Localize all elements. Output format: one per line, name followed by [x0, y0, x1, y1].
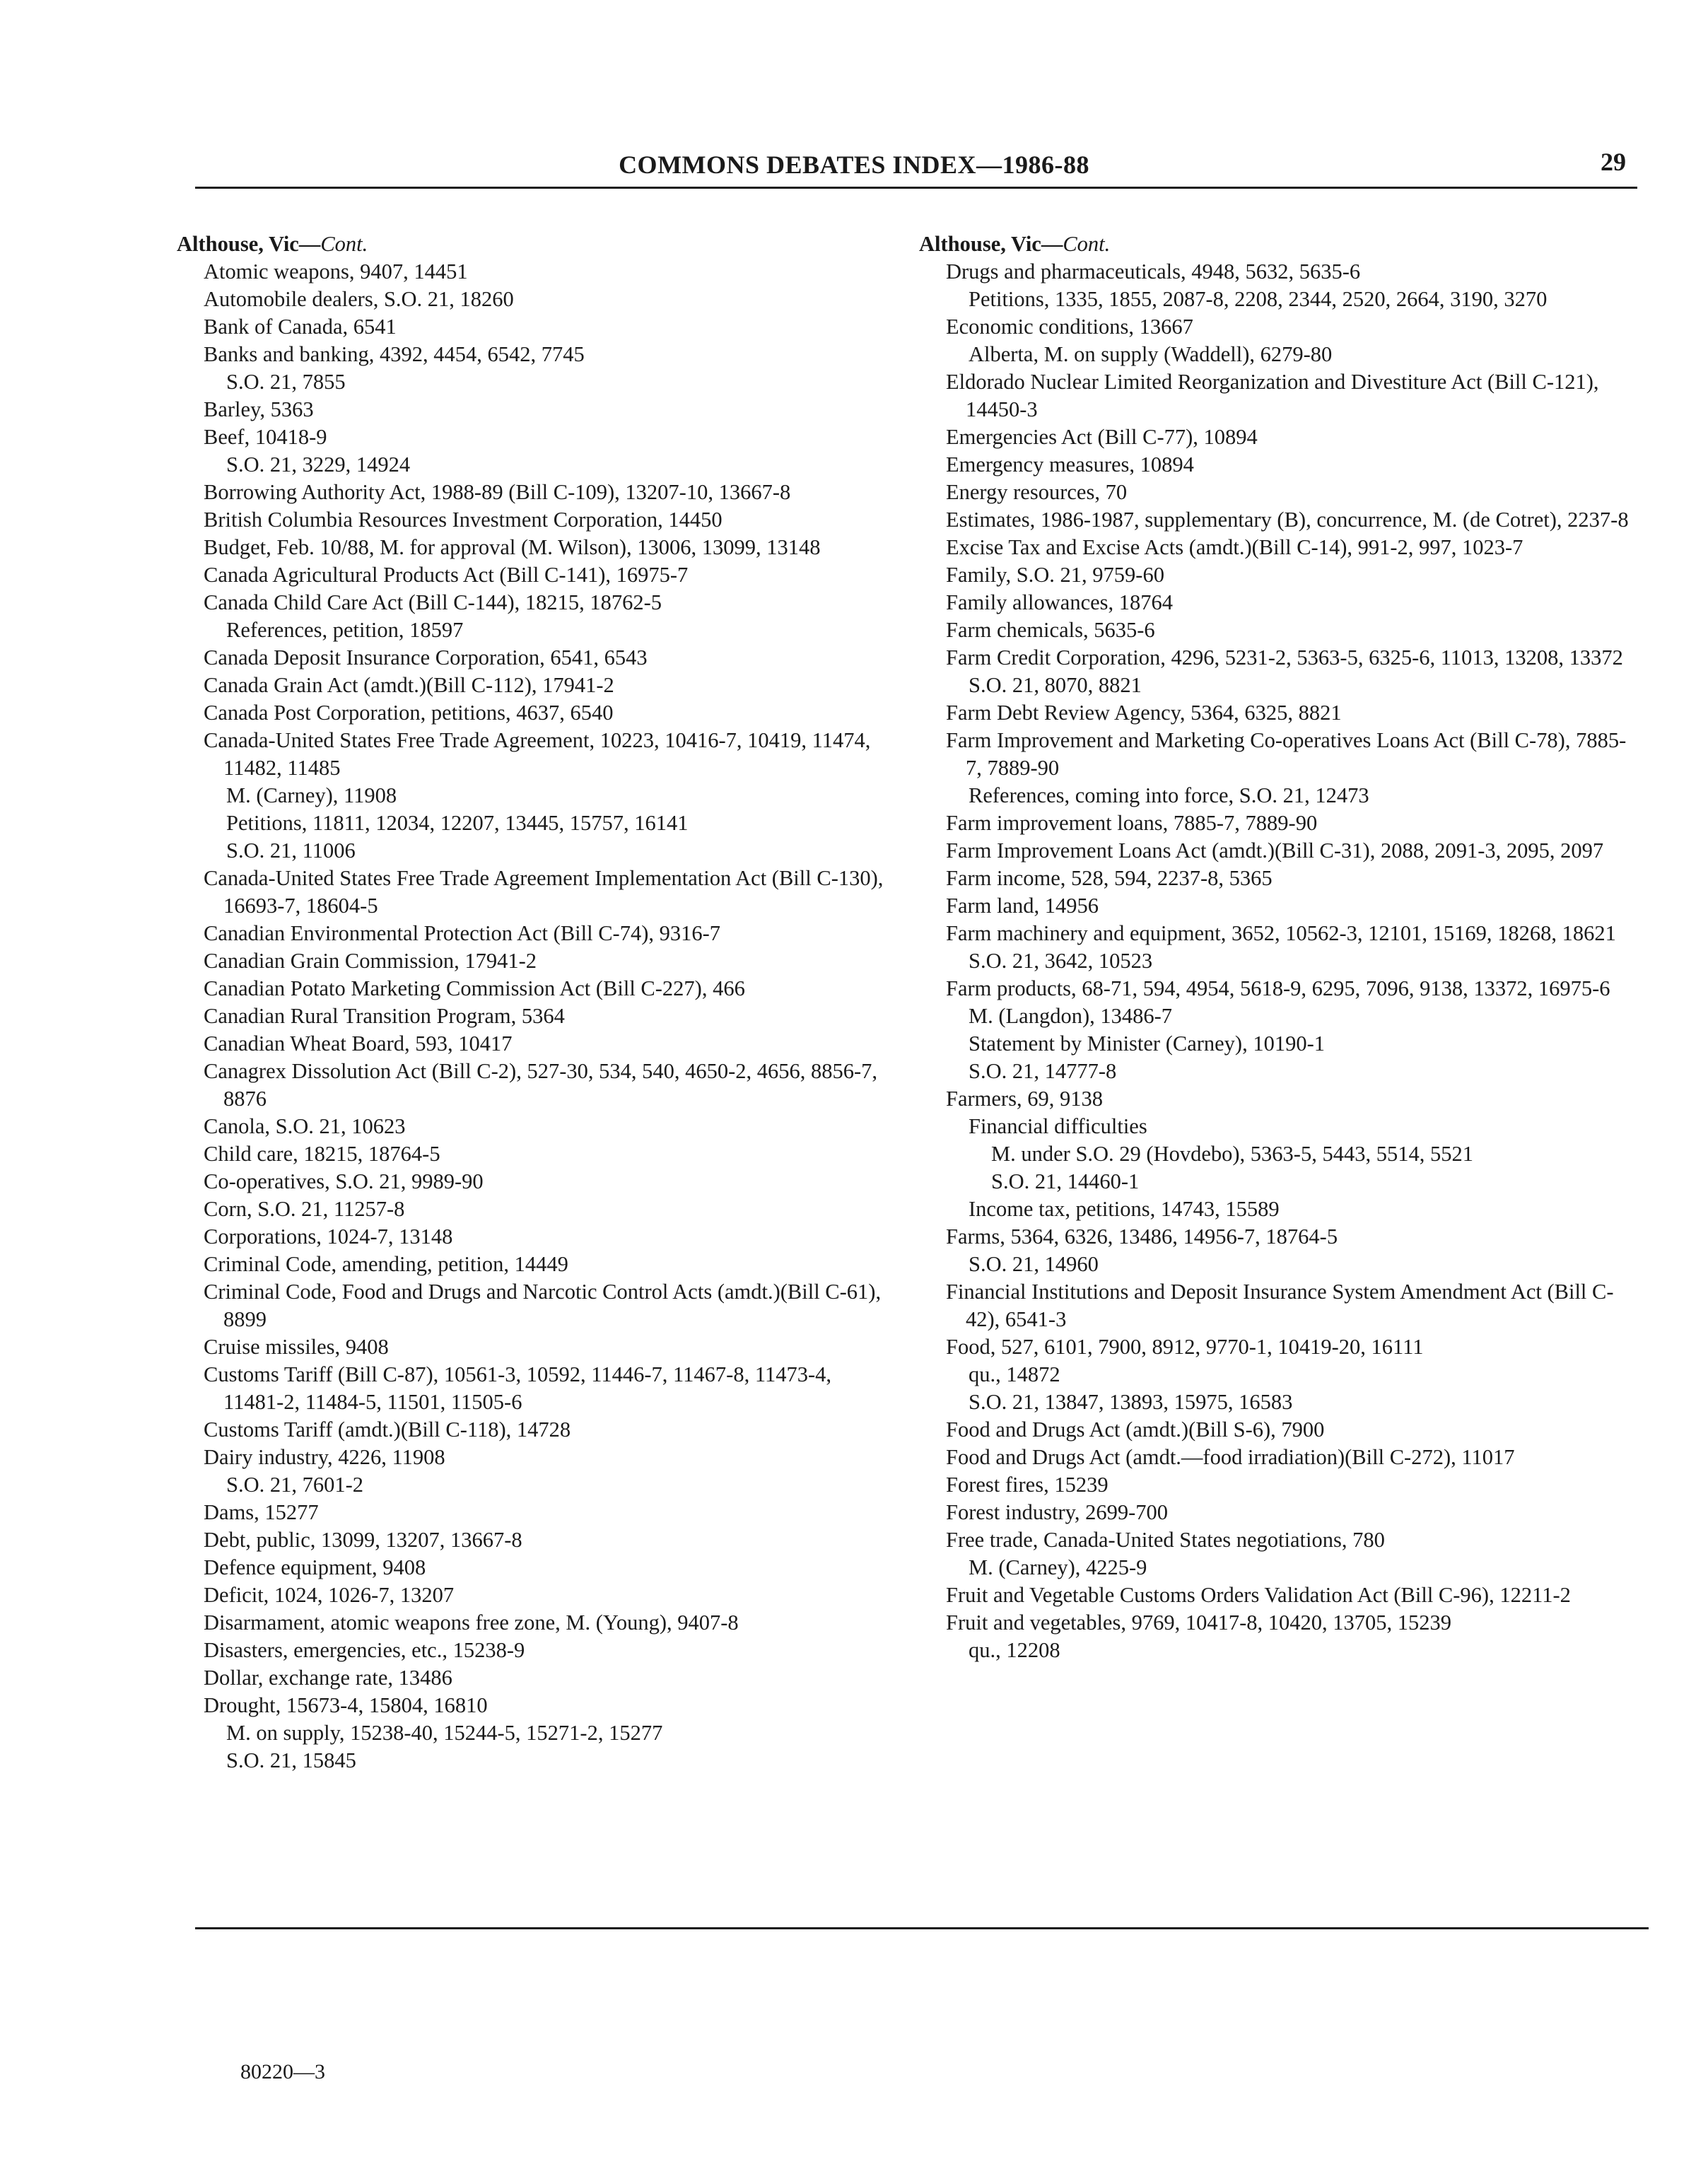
index-entry-text: Excise Tax and Excise Acts (amdt.)(Bill C-14), 991-2, 997, 1023-7: [946, 535, 1523, 559]
index-entry: [969, 286, 1633, 313]
index-entry: [946, 837, 1633, 865]
index-entry: [204, 699, 891, 727]
index-entry-text: S.O. 21, 15845: [226, 1748, 356, 1772]
index-entry-text: S.O. 21, 14777-8: [969, 1059, 1117, 1083]
index-entry: [204, 423, 891, 451]
index-entry: [204, 1140, 891, 1168]
index-entry: [204, 479, 891, 506]
index-entry-text: Canada Child Care Act (Bill C-144), 18215, 18762-5: [204, 590, 662, 614]
index-entry-text: Eldorado Nuclear Limited Reorganization and Divestiture Act (Bill C-121), 14450-3: [946, 370, 1599, 421]
index-entry-text: Financial difficulties: [969, 1114, 1147, 1138]
index-entry: [204, 1168, 891, 1195]
index-entry-text: S.O. 21, 14460-1: [991, 1169, 1140, 1193]
index-entry-text: Dollar, exchange rate, 13486: [204, 1666, 452, 1690]
index-entry: [946, 313, 1633, 341]
index-entry: [946, 479, 1633, 506]
index-entry: [969, 672, 1633, 699]
header-rule: [195, 187, 1637, 189]
index-entry-text: Farm improvement loans, 7885-7, 7889-90: [946, 811, 1318, 835]
index-entry-text: Automobile dealers, S.O. 21, 18260: [204, 287, 514, 311]
index-entry: [204, 1526, 891, 1554]
index-entry: [946, 1223, 1633, 1251]
index-entry: [946, 809, 1633, 837]
index-entry-text: Farm products, 68-71, 594, 4954, 5618-9, 6295, 7096, 9138, 13372, 16975-6: [946, 976, 1610, 1000]
index-entry: [204, 589, 891, 616]
index-entry: [204, 313, 891, 341]
index-entry: [969, 1388, 1633, 1416]
index-entry-text: Canadian Wheat Board, 593, 10417: [204, 1031, 513, 1056]
index-entry: [226, 1471, 891, 1499]
index-entry: [946, 451, 1633, 479]
index-entry: [204, 1664, 891, 1692]
index-entry: [204, 286, 891, 313]
index-entry: [204, 534, 891, 561]
index-entry: [946, 1416, 1633, 1444]
index-entry-text: Emergency measures, 10894: [946, 452, 1194, 477]
index-entry: [946, 865, 1633, 892]
index-entry: [946, 534, 1633, 561]
index-entry: [204, 1030, 891, 1058]
index-entry: [946, 1471, 1633, 1499]
index-entry-text: Alberta, M. on supply (Waddell), 6279-80: [969, 342, 1333, 366]
index-entry-text: Bank of Canada, 6541: [204, 315, 397, 339]
index-entry-text: M. under S.O. 29 (Hovdebo), 5363-5, 5443, 5514, 5521: [991, 1142, 1473, 1166]
index-entry: [946, 1609, 1633, 1637]
index-entry-text: Customs Tariff (Bill C-87), 10561-3, 10592, 11446-7, 11467-8, 11473-4, 11481-2, 11484-5, 11501, 11505-6: [204, 1362, 831, 1414]
index-entry: [204, 1251, 891, 1278]
index-entry-text: Farm chemicals, 5635-6: [946, 618, 1155, 642]
index-entry-text: Economic conditions, 13667: [946, 315, 1193, 339]
index-entry: [204, 396, 891, 423]
index-entry: [204, 1223, 891, 1251]
index-entry-text: Canagrex Dissolution Act (Bill C-2), 527-30, 534, 540, 4650-2, 4656, 8856-7, 8876: [204, 1059, 878, 1111]
index-entry-text: Food, 527, 6101, 7900, 8912, 9770-1, 10419-20, 16111: [946, 1335, 1424, 1359]
left-entry-list: [177, 258, 891, 1775]
index-entry-text: S.O. 21, 13847, 13893, 15975, 16583: [969, 1390, 1293, 1414]
index-entry-text: M. on supply, 15238-40, 15244-5, 15271-2, 15277: [226, 1721, 663, 1745]
index-entry-text: Family allowances, 18764: [946, 590, 1174, 614]
index-entry: [204, 1416, 891, 1444]
index-entry: [946, 975, 1633, 1002]
index-entry: [204, 1113, 891, 1140]
index-entry-text: Co-operatives, S.O. 21, 9989-90: [204, 1169, 484, 1193]
index-entry: [226, 1719, 891, 1747]
index-entry-text: British Columbia Resources Investment Corporation, 14450: [204, 508, 723, 532]
column-heading: [919, 230, 1633, 258]
index-entry-text: Canada Agricultural Products Act (Bill C-141), 16975-7: [204, 563, 689, 587]
index-entry: [946, 1278, 1633, 1333]
index-entry-text: Fruit and Vegetable Customs Orders Validation Act (Bill C-96), 12211-2: [946, 1583, 1571, 1607]
index-entry-text: Canadian Environmental Protection Act (Bill C-74), 9316-7: [204, 921, 721, 945]
index-entry-text: Canada Post Corporation, petitions, 4637, 6540: [204, 701, 614, 725]
index-entry: [226, 1747, 891, 1775]
index-entry: [946, 423, 1633, 451]
index-entry-text: M. (Carney), 4225-9: [969, 1555, 1147, 1579]
index-entry: [969, 782, 1633, 809]
index-entry: [969, 1251, 1633, 1278]
index-entry: [969, 341, 1633, 368]
index-entry-text: Farmers, 69, 9138: [946, 1087, 1103, 1111]
index-entry-text: Farm machinery and equipment, 3652, 10562-3, 12101, 15169, 18268, 18621: [946, 921, 1616, 945]
index-entry-text: Farms, 5364, 6326, 13486, 14956-7, 18764-5: [946, 1224, 1338, 1249]
index-entry: [204, 258, 891, 286]
heading-cont: Cont.: [1063, 232, 1111, 256]
index-entry-text: Energy resources, 70: [946, 480, 1128, 504]
index-entry: [204, 865, 891, 920]
index-entry-text: Income tax, petitions, 14743, 15589: [969, 1197, 1280, 1221]
left-column: [177, 230, 891, 1775]
index-entry-text: References, coming into force, S.O. 21, 12473: [969, 783, 1369, 807]
index-entry-text: S.O. 21, 11006: [226, 838, 356, 863]
footer-code: 80220—3: [240, 2060, 325, 2083]
index-entry-text: Customs Tariff (amdt.)(Bill C-118), 14728: [204, 1417, 571, 1442]
index-entry: [204, 1195, 891, 1223]
index-entry: [226, 616, 891, 644]
index-entry-text: M. (Carney), 11908: [226, 783, 397, 807]
index-entry-text: References, petition, 18597: [226, 618, 464, 642]
index-entry-text: Criminal Code, Food and Drugs and Narcotic Control Acts (amdt.)(Bill C-61), 8899: [204, 1280, 882, 1331]
index-entry: [991, 1168, 1633, 1195]
index-entry-text: Food and Drugs Act (amdt.)(Bill S-6), 7900: [946, 1417, 1325, 1442]
index-entry: [946, 1499, 1633, 1526]
heading-name: Althouse, Vic—: [919, 232, 1063, 256]
index-entry-text: Farm income, 528, 594, 2237-8, 5365: [946, 866, 1273, 890]
index-entry: [969, 1637, 1633, 1664]
index-entry: [946, 727, 1633, 782]
index-entry: [226, 451, 891, 479]
index-entry-text: Dairy industry, 4226, 11908: [204, 1445, 445, 1469]
index-entry: [204, 1499, 891, 1526]
index-entry: [204, 1058, 891, 1113]
index-entry-text: S.O. 21, 7855: [226, 370, 346, 394]
index-entry-text: Farm land, 14956: [946, 894, 1099, 918]
index-entry: [969, 1113, 1633, 1140]
index-entry-text: Canadian Grain Commission, 17941-2: [204, 949, 537, 973]
index-entry-text: Dams, 15277: [204, 1500, 319, 1524]
index-entry: [204, 1444, 891, 1471]
index-entry-text: Farm Credit Corporation, 4296, 5231-2, 5363-5, 6325-6, 11013, 13208, 13372: [946, 645, 1623, 670]
index-entry-text: Fruit and vegetables, 9769, 10417-8, 10420, 13705, 15239: [946, 1610, 1451, 1635]
index-entry: [204, 1333, 891, 1361]
index-entry-text: S.O. 21, 7601-2: [226, 1473, 364, 1497]
page-number: 29: [1601, 148, 1626, 176]
index-entry: [946, 892, 1633, 920]
index-entry: [204, 341, 891, 368]
index-entry: [946, 1526, 1633, 1554]
index-entry: [946, 368, 1633, 423]
index-entry-text: Canadian Potato Marketing Commission Act (Bill C-227), 466: [204, 976, 745, 1000]
index-entry: [204, 672, 891, 699]
index-entry-text: Corn, S.O. 21, 11257-8: [204, 1197, 405, 1221]
index-entry-text: Debt, public, 13099, 13207, 13667-8: [204, 1528, 522, 1552]
index-entry: [969, 1554, 1633, 1582]
index-entry: [969, 1002, 1633, 1030]
index-entry-text: M. (Langdon), 13486-7: [969, 1004, 1173, 1028]
index-entry-text: qu., 12208: [969, 1638, 1060, 1662]
index-entry: [946, 589, 1633, 616]
index-entry: [204, 727, 891, 782]
index-entry: [204, 975, 891, 1002]
index-entry: [946, 1085, 1633, 1113]
heading-cont: Cont.: [320, 232, 368, 256]
index-entry: [969, 1030, 1633, 1058]
index-entry: [946, 1333, 1633, 1361]
index-entry: [969, 1195, 1633, 1223]
index-entry-text: S.O. 21, 8070, 8821: [969, 673, 1142, 697]
index-entry-text: Criminal Code, amending, petition, 14449: [204, 1252, 568, 1276]
index-entry-text: Disasters, emergencies, etc., 15238-9: [204, 1638, 525, 1662]
index-entry: [226, 837, 891, 865]
index-entry-text: Statement by Minister (Carney), 10190-1: [969, 1031, 1325, 1056]
index-entry-text: Canada-United States Free Trade Agreement, 10223, 10416-7, 10419, 11474, 11482, 11485: [204, 728, 871, 780]
index-entry-text: Canada Deposit Insurance Corporation, 6541, 6543: [204, 645, 648, 670]
right-entry-list: [919, 258, 1633, 1664]
index-entry: [204, 644, 891, 672]
index-entry-text: Disarmament, atomic weapons free zone, M. (Young), 9407-8: [204, 1610, 739, 1635]
index-entry: [204, 506, 891, 534]
index-entry-text: qu., 14872: [969, 1362, 1060, 1386]
index-entry: [969, 1361, 1633, 1388]
index-entry: [226, 368, 891, 396]
index-entry-text: S.O. 21, 3229, 14924: [226, 452, 411, 477]
index-entry: [946, 644, 1633, 672]
index-entry-text: Canada-United States Free Trade Agreement Implementation Act (Bill C-130), 16693-7, 18604-5: [204, 866, 884, 918]
index-entry-text: Budget, Feb. 10/88, M. for approval (M. Wilson), 13006, 13099, 13148: [204, 535, 821, 559]
column-heading: [177, 230, 891, 258]
index-entry-text: Barley, 5363: [204, 397, 314, 421]
heading-name: Althouse, Vic—: [177, 232, 321, 256]
index-entry: [204, 561, 891, 589]
index-entry-text: Farm Improvement Loans Act (amdt.)(Bill C-31), 2088, 2091-3, 2095, 2097: [946, 838, 1604, 863]
index-entry: [204, 947, 891, 975]
index-entry-text: Petitions, 1335, 1855, 2087-8, 2208, 2344, 2520, 2664, 3190, 3270: [969, 287, 1548, 311]
index-entry-text: Cruise missiles, 9408: [204, 1335, 389, 1359]
index-entry: [204, 1609, 891, 1637]
footer-rule: [195, 1927, 1649, 1929]
index-entry-text: Free trade, Canada-United States negotiations, 780: [946, 1528, 1385, 1552]
index-entry: [204, 1278, 891, 1333]
index-entry: [204, 1554, 891, 1582]
index-entry-text: Banks and banking, 4392, 4454, 6542, 7745: [204, 342, 585, 366]
index-entry: [204, 1361, 891, 1416]
index-entry: [946, 506, 1633, 534]
index-entry-text: Emergencies Act (Bill C-77), 10894: [946, 425, 1258, 449]
index-entry-text: Beef, 10418-9: [204, 425, 327, 449]
index-entry: [946, 616, 1633, 644]
index-entry: [946, 1444, 1633, 1471]
index-entry-text: Drought, 15673-4, 15804, 16810: [204, 1693, 488, 1717]
index-entry: [226, 809, 891, 837]
index-entry: [204, 1637, 891, 1664]
index-entry-text: Canada Grain Act (amdt.)(Bill C-112), 17941-2: [204, 673, 614, 697]
index-entry-text: Forest industry, 2699-700: [946, 1500, 1169, 1524]
index-entry: [204, 1002, 891, 1030]
index-entry-text: Deficit, 1024, 1026-7, 13207: [204, 1583, 455, 1607]
index-entry: [946, 920, 1633, 947]
index-entry: [946, 561, 1633, 589]
index-entry: [204, 1692, 891, 1719]
index-entry-text: Family, S.O. 21, 9759-60: [946, 563, 1164, 587]
index-entry: [946, 1582, 1633, 1609]
index-entry: [204, 920, 891, 947]
index-entry: [946, 258, 1633, 286]
index-entry-text: Estimates, 1986-1987, supplementary (B), concurrence, M. (de Cotret), 2237-8: [946, 508, 1629, 532]
index-entry: [991, 1140, 1633, 1168]
index-entry-text: Child care, 18215, 18764-5: [204, 1142, 440, 1166]
index-entry-text: Farm Improvement and Marketing Co-operatives Loans Act (Bill C-78), 7885-7, 7889-90: [946, 728, 1627, 780]
page-header-title: COMMONS DEBATES INDEX—1986-88: [619, 151, 1089, 179]
index-entry-text: Farm Debt Review Agency, 5364, 6325, 8821: [946, 701, 1342, 725]
index-entry: [204, 1582, 891, 1609]
index-entry-text: Atomic weapons, 9407, 14451: [204, 259, 468, 283]
index-entry-text: Financial Institutions and Deposit Insurance System Amendment Act (Bill C-42), 6541-3: [946, 1280, 1614, 1331]
index-entry-text: S.O. 21, 3642, 10523: [969, 949, 1153, 973]
right-column: [919, 230, 1633, 1664]
index-entry-text: Corporations, 1024-7, 13148: [204, 1224, 453, 1249]
index-entry-text: Petitions, 11811, 12034, 12207, 13445, 15757, 16141: [226, 811, 689, 835]
index-entry-text: Forest fires, 15239: [946, 1473, 1109, 1497]
index-entry-text: Drugs and pharmaceuticals, 4948, 5632, 5635-6: [946, 259, 1361, 283]
index-entry-text: Borrowing Authority Act, 1988-89 (Bill C-109), 13207-10, 13667-8: [204, 480, 791, 504]
index-entry-text: S.O. 21, 14960: [969, 1252, 1099, 1276]
index-entry: [226, 782, 891, 809]
index-entry-text: Defence equipment, 9408: [204, 1555, 426, 1579]
index-entry-text: Canola, S.O. 21, 10623: [204, 1114, 406, 1138]
index-entry-text: Canadian Rural Transition Program, 5364: [204, 1004, 565, 1028]
index-entry: [946, 699, 1633, 727]
index-entry: [969, 1058, 1633, 1085]
index-entry: [969, 947, 1633, 975]
index-entry-text: Food and Drugs Act (amdt.—food irradiation)(Bill C-272), 11017: [946, 1445, 1515, 1469]
